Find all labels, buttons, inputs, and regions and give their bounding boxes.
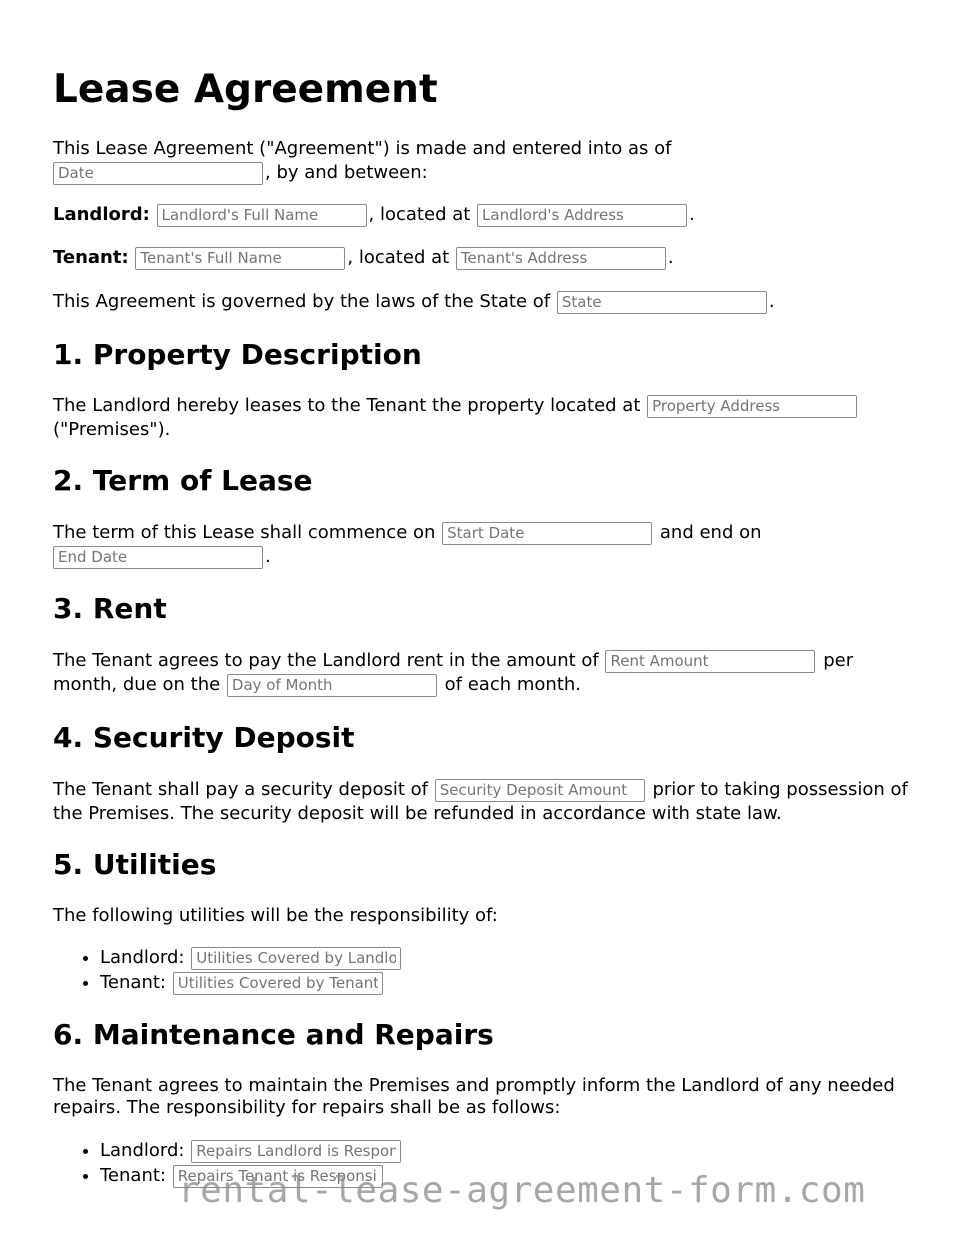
- tenant-address-input[interactable]: [456, 247, 666, 270]
- maintenance-text: The Tenant agrees to maintain the Premises and promptly inform the Landlord of any needed repairs. The responsibility for repairs shall be as follows:: [53, 1075, 895, 1118]
- utilities-list: [53, 945, 403, 995]
- property-paragraph: [53, 394, 913, 442]
- tenant-name-input[interactable]: [135, 247, 345, 270]
- property-address-input[interactable]: [647, 395, 857, 418]
- utilities-landlord-label: Landlord:: [100, 947, 185, 968]
- landlord-located-at: , located at: [368, 204, 471, 225]
- section-heading-property: 1. Property Description: [53, 338, 422, 371]
- term-middle: and end on: [659, 522, 762, 543]
- governing-end: .: [768, 291, 775, 312]
- deposit-after: prior to taking possession of the Premises. The security deposit will be refunded in accordance with state law.: [53, 779, 908, 824]
- watermark: rental-lease-agreement-form.com: [178, 1170, 866, 1211]
- repairs-tenant-label: Tenant:: [100, 1165, 166, 1186]
- rent-amount-input[interactable]: [605, 650, 815, 673]
- day-of-month-input[interactable]: [227, 674, 437, 697]
- state-input[interactable]: [557, 291, 767, 314]
- landlord-end: .: [689, 204, 695, 225]
- end-date-input[interactable]: [53, 546, 263, 569]
- utilities-tenant-label: Tenant:: [100, 972, 166, 993]
- list-item: [100, 1138, 403, 1163]
- term-end: .: [265, 546, 271, 567]
- term-paragraph: [53, 521, 913, 569]
- page-title: Lease Agreement: [53, 67, 438, 112]
- utilities-text: The following utilities will be the responsibility of:: [53, 905, 498, 926]
- utilities-landlord-input[interactable]: [191, 947, 401, 970]
- tenant-line: [53, 246, 913, 270]
- rent-paragraph: [53, 649, 913, 697]
- landlord-name-input[interactable]: [157, 204, 367, 227]
- date-input[interactable]: [53, 162, 263, 185]
- governing-line: [53, 290, 913, 314]
- tenant-end: .: [667, 247, 674, 268]
- section-heading-deposit: 4. Security Deposit: [53, 721, 355, 754]
- rent-text: The Tenant agrees to pay the Landlord rent in the amount of: [53, 650, 599, 671]
- section-heading-utilities: 5. Utilities: [53, 848, 217, 881]
- deposit-paragraph: [53, 778, 913, 826]
- security-deposit-input[interactable]: [435, 779, 645, 802]
- list-item: [100, 945, 403, 970]
- section-heading-maintenance: 6. Maintenance and Repairs: [53, 1018, 494, 1051]
- property-after: ("Premises").: [53, 419, 171, 440]
- tenant-label: Tenant:: [53, 247, 129, 268]
- utilities-tenant-input[interactable]: [173, 972, 383, 995]
- rent-month-due: month, due on the: [53, 674, 221, 695]
- rent-per: per: [823, 650, 854, 671]
- landlord-line: [53, 203, 913, 227]
- intro-text: This Lease Agreement ("Agreement") is made and entered into as of: [53, 138, 672, 159]
- term-text: The term of this Lease shall commence on: [53, 522, 436, 543]
- deposit-text: The Tenant shall pay a security deposit of: [53, 779, 428, 800]
- repairs-landlord-label: Landlord:: [100, 1140, 185, 1161]
- intro-after-date: , by and between:: [265, 162, 428, 183]
- governing-text: This Agreement is governed by the laws of the State of: [53, 291, 551, 312]
- start-date-input[interactable]: [442, 522, 652, 545]
- section-heading-rent: 3. Rent: [53, 592, 167, 625]
- property-text: The Landlord hereby leases to the Tenant the property located at: [53, 395, 641, 416]
- section-heading-term: 2. Term of Lease: [53, 464, 313, 497]
- tenant-located-at: , located at: [347, 247, 450, 268]
- intro-paragraph: [53, 137, 913, 185]
- landlord-address-input[interactable]: [477, 204, 687, 227]
- landlord-label: Landlord:: [53, 204, 150, 225]
- repairs-landlord-input[interactable]: [191, 1140, 401, 1163]
- list-item: [100, 970, 403, 995]
- rent-after: of each month.: [444, 674, 582, 695]
